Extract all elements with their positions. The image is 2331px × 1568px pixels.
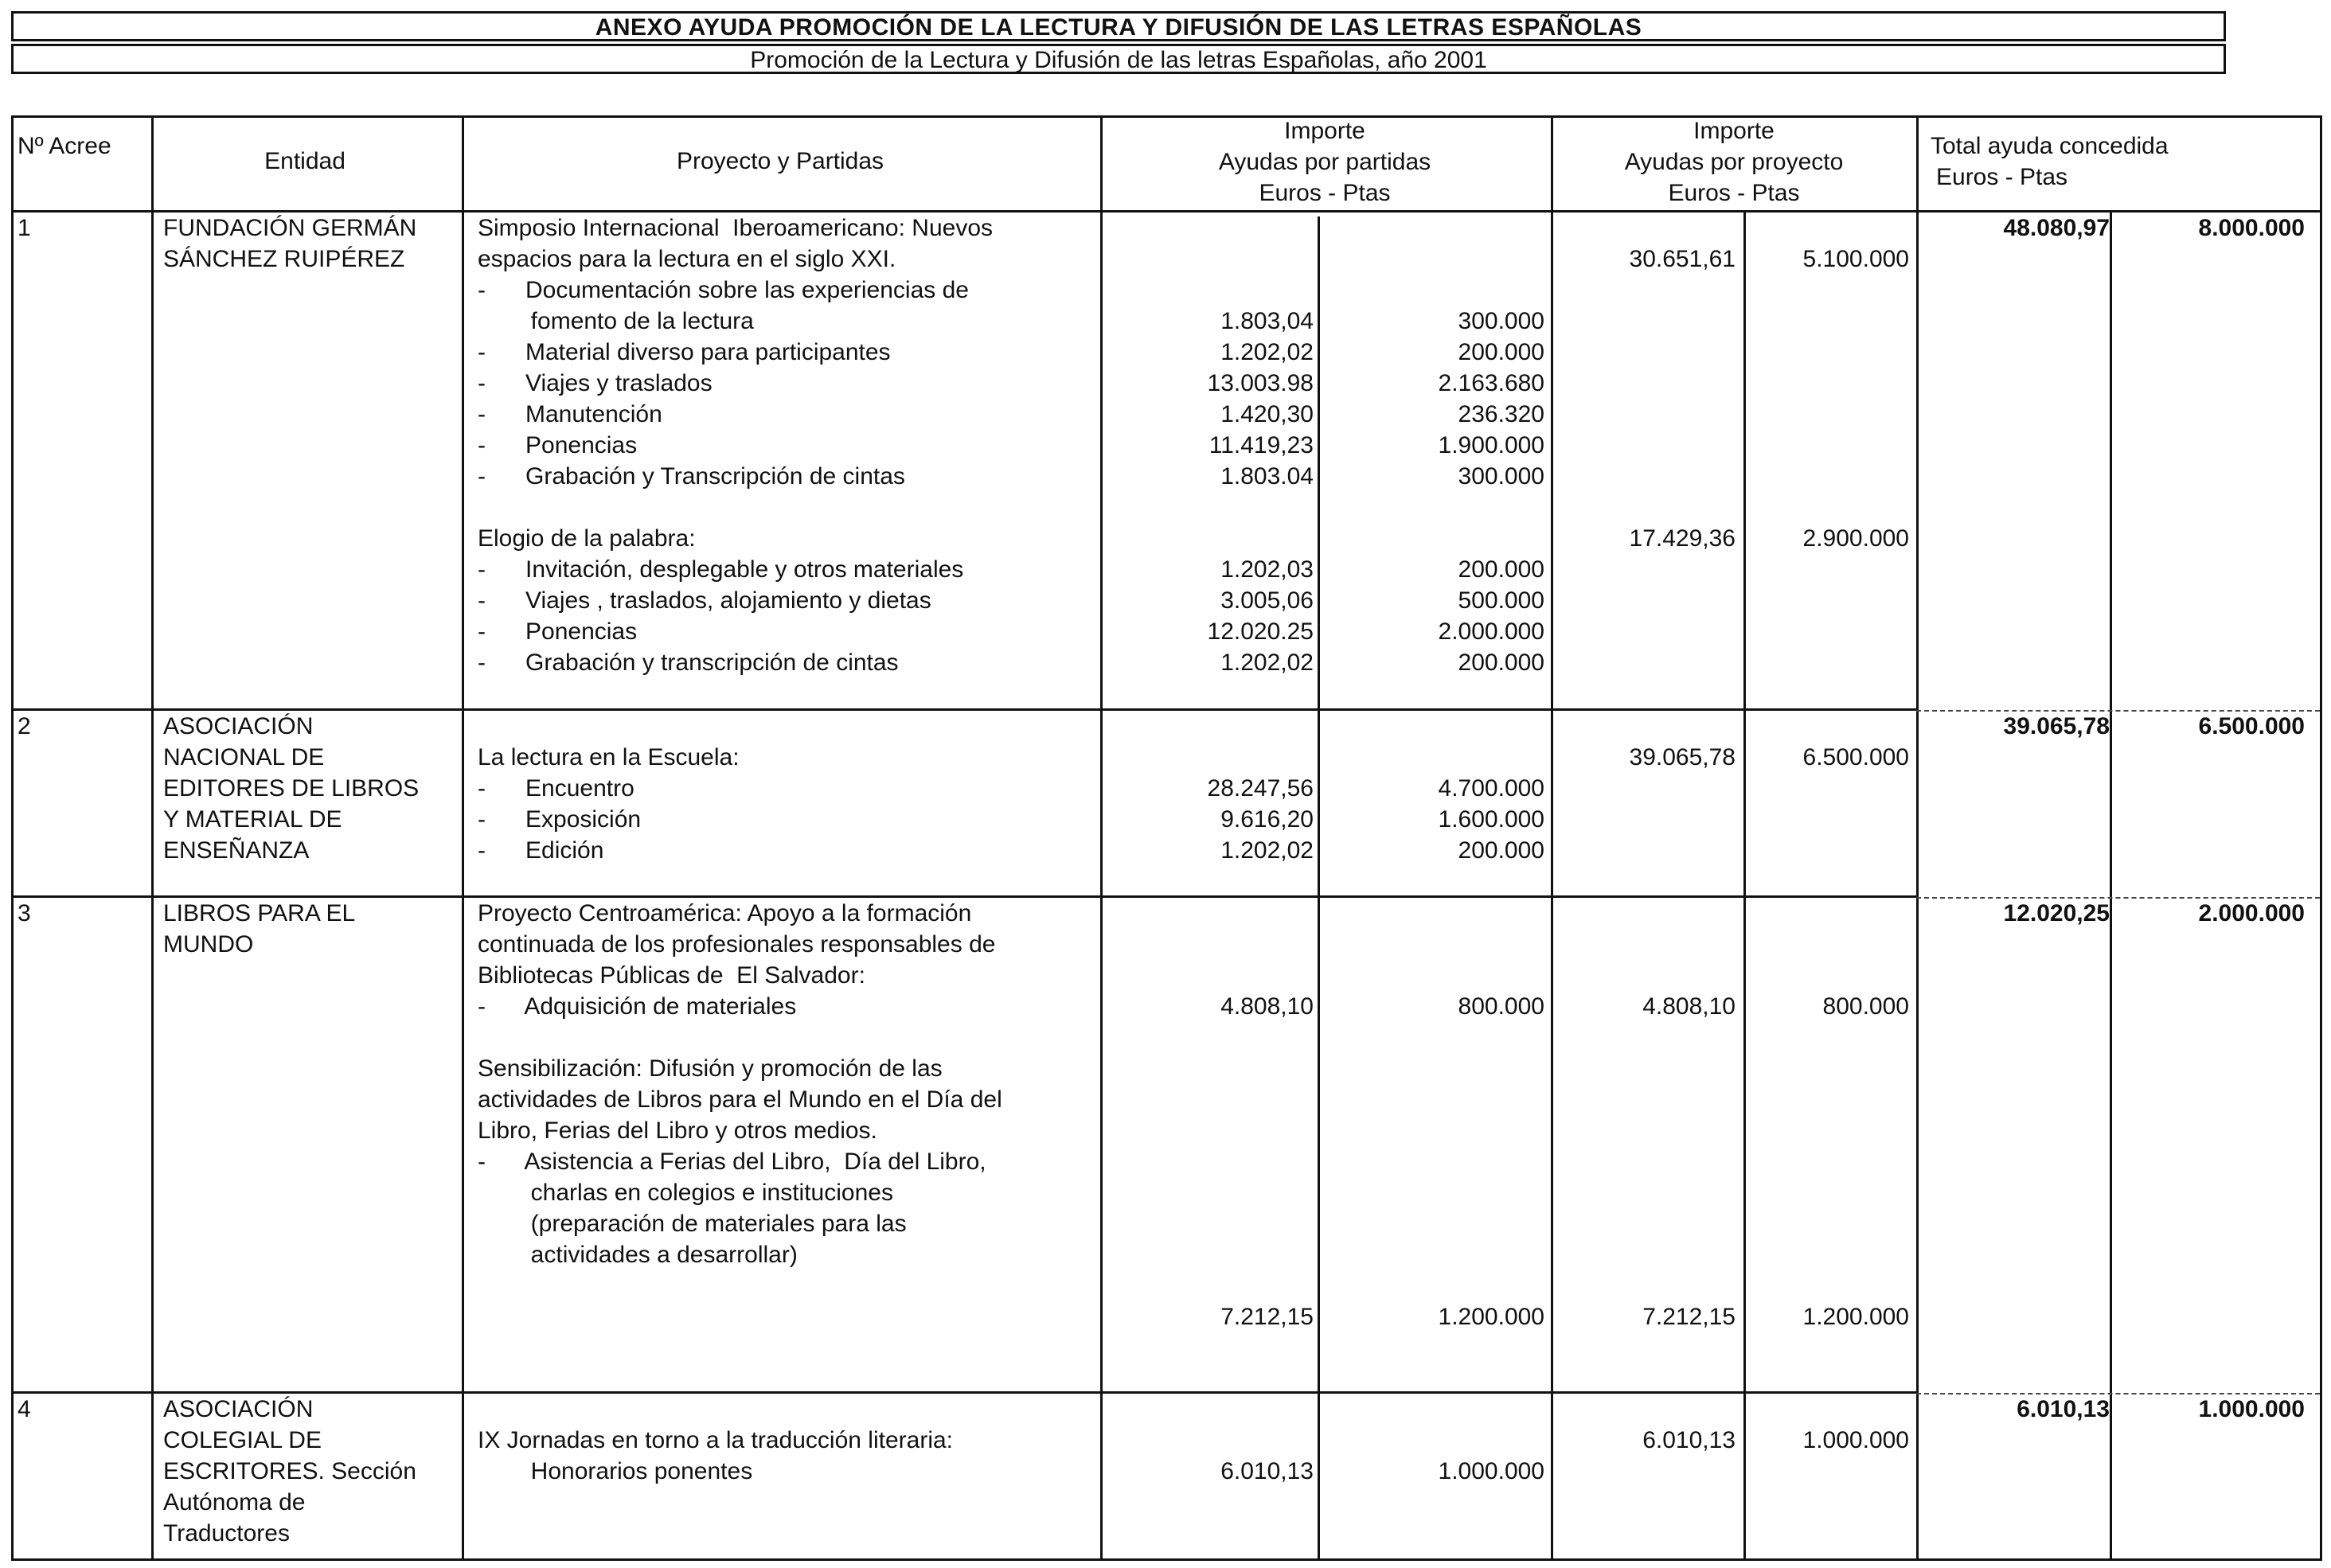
partida-ptas: 300.000 — [1458, 463, 1544, 490]
header-por-proyecto: Importe — [1693, 118, 1775, 144]
proyecto-ptas: 800.000 — [1822, 993, 1909, 1020]
project-line: - Manutención — [478, 401, 662, 427]
project-line: continuada de los profesionales responsables de — [478, 931, 996, 958]
project-line: - Edición — [478, 837, 604, 864]
proyecto-euros: 39.065,78 — [1629, 744, 1736, 770]
entity-name-line: Y MATERIAL DE — [163, 806, 342, 833]
partida-euros: 4.808,10 — [1220, 993, 1314, 1020]
entity-name-line: SÁNCHEZ RUIPÉREZ — [163, 246, 405, 272]
project-line: Simposio Internacional Iberoamericano: Nuevos — [478, 215, 994, 241]
partida-euros: 12.020.25 — [1207, 618, 1314, 645]
project-line: actividades a desarrollar) — [478, 1242, 798, 1268]
partida-ptas: 2.163.680 — [1438, 370, 1544, 396]
document-title: ANEXO AYUDA PROMOCIÓN DE LA LECTURA Y DIFUSIÓN DE LAS LETRAS ESPAÑOLAS — [11, 11, 2226, 41]
project-line: charlas en colegios e instituciones — [478, 1180, 893, 1206]
partida-ptas: 1.900.000 — [1438, 432, 1544, 458]
partida-ptas: 1.000.000 — [1438, 1458, 1544, 1484]
column-rule — [11, 115, 14, 1561]
proyecto-euros: 4.808,10 — [1642, 993, 1736, 1020]
header-partidas: Ayudas por partidas — [1218, 149, 1431, 175]
table-bottom-border — [11, 1558, 2320, 1561]
column-rule — [1916, 115, 1919, 1561]
column-rule — [2110, 210, 2112, 1558]
entity-name-line: NACIONAL DE — [163, 744, 325, 770]
proyecto-ptas: 5.100.000 — [1802, 246, 1909, 272]
row-number: 1 — [18, 215, 31, 241]
entity-name-line: ASOCIACIÓN — [163, 1396, 314, 1422]
partida-ptas: 1.600.000 — [1438, 806, 1544, 833]
total-euros: 39.065,78 — [2003, 713, 2110, 739]
partida-ptas: 800.000 — [1458, 993, 1544, 1020]
row-number: 2 — [18, 713, 31, 739]
total-ptas: 1.000.000 — [2198, 1396, 2305, 1422]
partida-euros: 6.010,13 — [1220, 1458, 1314, 1484]
proyecto-euros: 7.212,15 — [1642, 1304, 1736, 1330]
column-rule — [1743, 210, 1746, 1558]
entity-name-line: MUNDO — [163, 931, 254, 958]
partida-euros: 1.202,02 — [1220, 339, 1314, 365]
total-ptas: 2.000.000 — [2198, 900, 2305, 926]
project-line: - Asistencia a Ferias del Libro, Día del Libro, — [478, 1149, 986, 1175]
header-por-proyecto: Euros - Ptas — [1668, 180, 1800, 206]
partida-ptas: 200.000 — [1458, 649, 1544, 676]
entity-name-line: ESCRITORES. Sección — [163, 1458, 416, 1484]
project-line: - Grabación y Transcripción de cintas — [478, 463, 905, 490]
partida-euros: 1.202,03 — [1220, 556, 1314, 583]
project-line: - Invitación, desplegable y otros materiales — [478, 556, 964, 583]
proyecto-ptas: 1.200.000 — [1802, 1304, 1909, 1330]
project-line: - Ponencias — [478, 618, 638, 645]
proyecto-euros: 6.010,13 — [1642, 1427, 1736, 1453]
partida-euros: 9.616,20 — [1220, 806, 1314, 833]
partida-euros: 1.420,30 — [1220, 401, 1314, 427]
project-line: - Grabación y transcripción de cintas — [478, 649, 899, 676]
total-ptas: 6.500.000 — [2198, 713, 2305, 739]
project-line: - Encuentro — [478, 775, 634, 802]
partida-euros: 7.212,15 — [1220, 1304, 1314, 1330]
total-ptas: 8.000.000 — [2198, 215, 2305, 241]
project-line: Elogio de la palabra: — [478, 525, 696, 552]
column-rule — [1551, 115, 1553, 1561]
header-partidas: Euros - Ptas — [1259, 180, 1391, 206]
partida-euros: 1.803.04 — [1220, 463, 1314, 490]
project-line: - Adquisición de materiales — [478, 993, 797, 1020]
project-line: fomento de la lectura — [478, 308, 754, 334]
proyecto-ptas: 1.000.000 — [1802, 1427, 1909, 1453]
proyecto-euros: 17.429,36 — [1629, 525, 1736, 552]
project-line: Bibliotecas Públicas de El Salvador: — [478, 962, 865, 989]
project-line: - Exposición — [478, 806, 642, 833]
partida-ptas: 4.700.000 — [1438, 775, 1544, 802]
project-line: espacios para la lectura en el siglo XXI. — [478, 246, 896, 272]
row-number: 3 — [18, 900, 31, 926]
header-por-proyecto: Ayudas por proyecto — [1624, 149, 1844, 175]
project-line: - Ponencias — [478, 432, 638, 458]
project-line: - Material diverso para participantes — [478, 339, 891, 365]
partida-euros: 13.003.98 — [1207, 370, 1314, 396]
header-total-sub: Euros - Ptas — [1936, 164, 2068, 190]
header-entidad: Entidad — [264, 148, 346, 174]
total-euros: 12.020,25 — [2003, 900, 2110, 926]
partida-euros: 3.005,06 — [1220, 587, 1314, 614]
column-rule — [462, 115, 464, 1561]
partida-euros: 11.419,23 — [1208, 432, 1314, 458]
project-line: - Documentación sobre las experiencias de — [478, 277, 969, 303]
header-proyecto: Proyecto y Partidas — [676, 148, 884, 174]
partida-euros: 1.202,02 — [1220, 837, 1314, 864]
entity-name-line: Traductores — [163, 1520, 290, 1547]
project-line: IX Jornadas en torno a la traducción literaria: — [478, 1427, 953, 1453]
column-rule — [151, 115, 154, 1561]
header-partidas: Importe — [1284, 118, 1365, 144]
total-euros: 6.010,13 — [2017, 1396, 2110, 1422]
document-subtitle: Promoción de la Lectura y Difusión de las letras Españolas, año 2001 — [11, 44, 2226, 74]
partida-ptas: 200.000 — [1458, 339, 1544, 365]
project-line: Libro, Ferias del Libro y otros medios. — [478, 1117, 877, 1144]
partida-ptas: 200.000 — [1458, 837, 1544, 864]
total-euros: 48.080,97 — [2003, 215, 2110, 241]
partida-euros: 28.247,56 — [1207, 775, 1314, 802]
entity-name-line: ASOCIACIÓN — [163, 713, 314, 739]
entity-name-line: COLEGIAL DE — [163, 1427, 322, 1453]
partida-ptas: 300.000 — [1458, 308, 1544, 334]
proyecto-ptas: 2.900.000 — [1802, 525, 1909, 552]
project-line: Honorarios ponentes — [478, 1458, 753, 1484]
project-line: La lectura en la Escuela: — [478, 744, 740, 770]
entity-name-line: Autónoma de — [163, 1489, 306, 1515]
header-total: Total ayuda concedida — [1931, 133, 2169, 159]
row-number: 4 — [18, 1396, 31, 1422]
proyecto-ptas: 6.500.000 — [1802, 744, 1909, 770]
project-line: actividades de Libros para el Mundo en el Día del — [478, 1086, 1002, 1113]
project-line: Sensibilización: Difusión y promoción de las — [478, 1055, 943, 1082]
partida-ptas: 1.200.000 — [1438, 1304, 1544, 1330]
column-rule — [2320, 115, 2322, 1561]
project-line: - Viajes y traslados — [478, 370, 713, 396]
project-line: Proyecto Centroamérica: Apoyo a la formación — [478, 900, 972, 926]
entity-name-line: LIBROS PARA EL — [163, 900, 356, 926]
partida-ptas: 2.000.000 — [1438, 618, 1544, 645]
entity-name-line: EDITORES DE LIBROS — [163, 775, 420, 802]
proyecto-euros: 30.651,61 — [1629, 246, 1736, 272]
project-line: - Viajes , traslados, alojamiento y dietas — [478, 587, 931, 614]
partida-ptas: 500.000 — [1458, 587, 1544, 614]
entity-name-line: FUNDACIÓN GERMÁN — [163, 215, 417, 241]
partida-euros: 1.202,02 — [1220, 649, 1314, 676]
header-num: Nº Acree — [18, 133, 111, 159]
partida-euros: 1.803,04 — [1220, 308, 1314, 334]
project-line: (preparación de materiales para las — [478, 1211, 907, 1237]
partida-ptas: 236.320 — [1458, 401, 1544, 427]
partida-ptas: 200.000 — [1458, 556, 1544, 583]
entity-name-line: ENSEÑANZA — [163, 837, 310, 864]
